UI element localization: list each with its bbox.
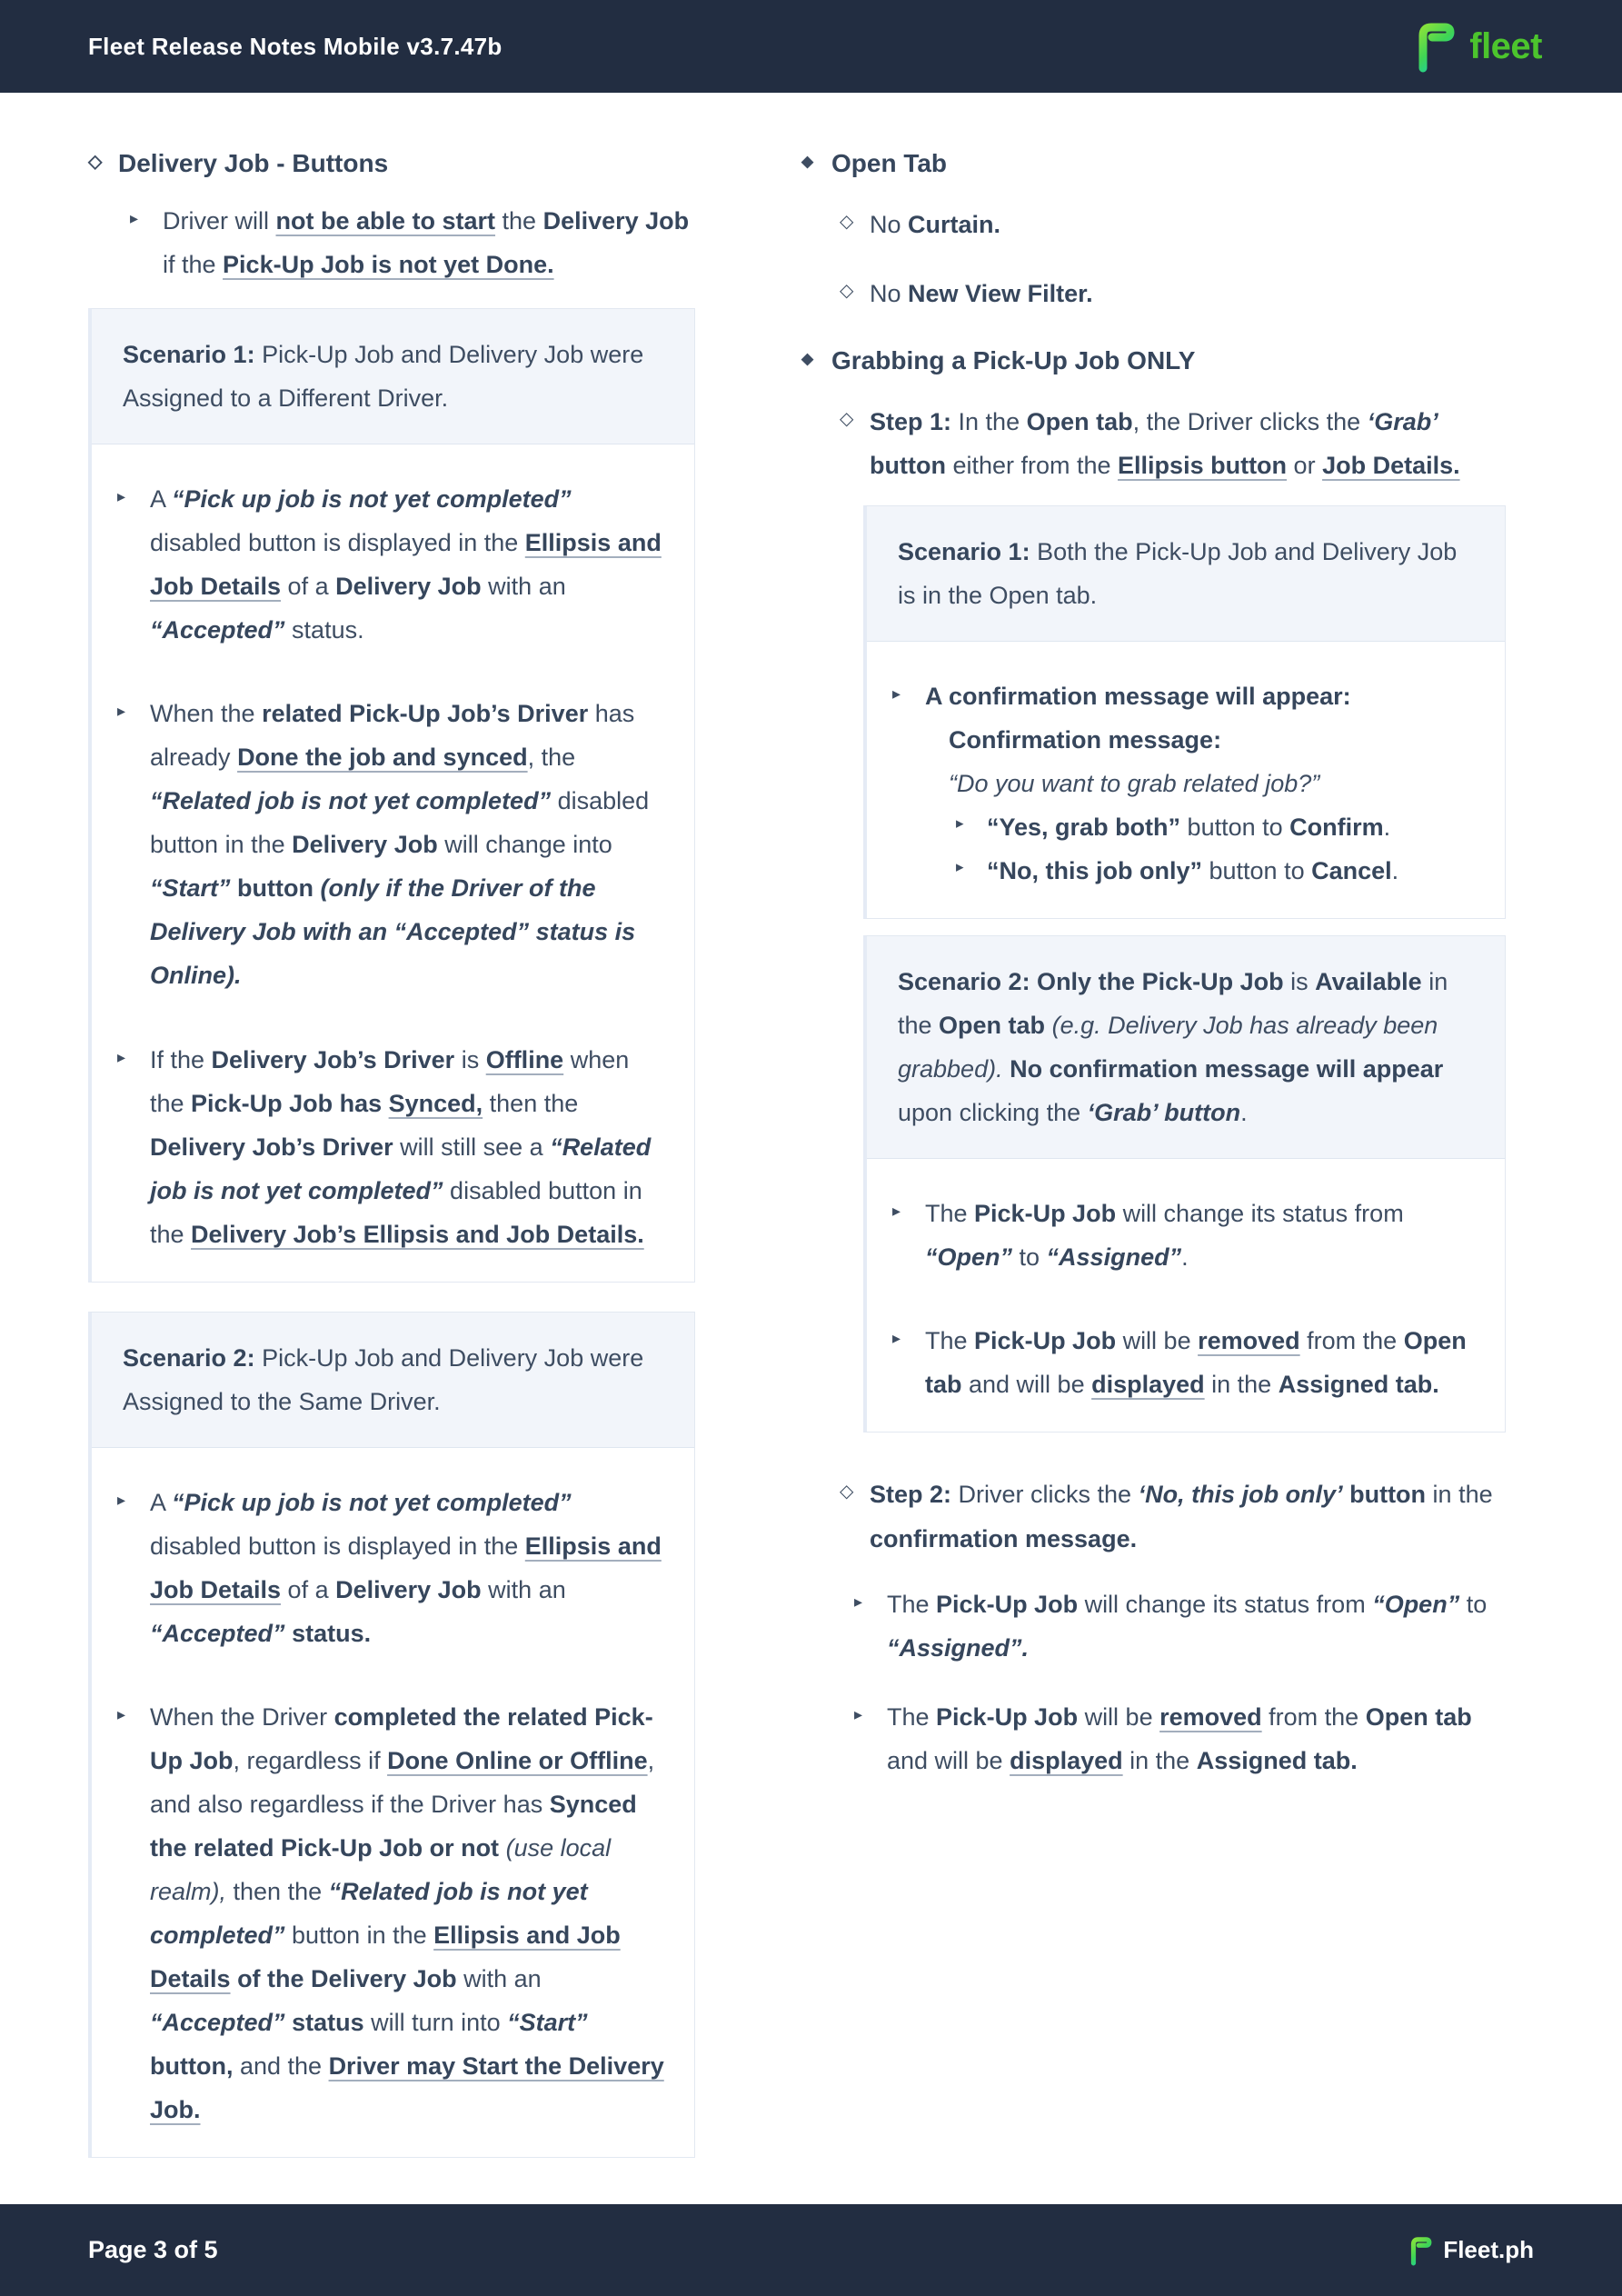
list-item-text: Step 2: Driver clicks the ‘No, this job only’ button in the confirmation message. [870,1481,1493,1552]
left-column [88,144,695,2204]
triangle-bullet-icon: ▸ [854,1704,863,1723]
list-item [854,1582,1506,1670]
list-item-text: A “Pick up job is not yet completed” disabled button is displayed in the Ellipsis and Job Details of a Delivery Job with an “Accepted” status. [150,1488,662,1647]
step-2-item [840,1472,1506,1560]
confirmation-block [925,674,1478,893]
section-heading-grabbing-pickup [801,341,1506,382]
list-item-text: The Pick-Up Job will change its status from “Open” to “Assigned”. [887,1590,1488,1662]
list-item [117,692,667,997]
list-item [892,1192,1478,1279]
triangle-bullet-icon: ▸ [117,702,126,721]
list-item [840,203,1506,246]
footer-logo-text: Fleet.ph [1443,2236,1534,2263]
list-item-text: The Pick-Up Job will be removed from the Open tab and will be displayed in the Assigned tab. [925,1327,1467,1399]
triangle-bullet-icon: ▸ [892,1329,901,1348]
confirmation-label: Confirmation message: [949,725,1222,754]
callout-header [92,1313,694,1448]
section-heading-open-tab [801,144,1506,185]
list-item-text: The Pick-Up Job will be removed from the Open tab and will be displayed in the Assigned tab. [887,1702,1472,1774]
callout-body [92,444,694,1282]
scenario-1-callout [88,308,695,1283]
list-item-text: Step 1: In the Open tab, the Driver clicks the ‘Grab’ button either from the Ellipsis button or Job Details. [870,407,1460,479]
triangle-bullet-icon: ▸ [117,1047,126,1066]
triangle-bullet-icon: ▸ [117,1490,126,1509]
triangle-bullet-icon: ▸ [956,858,964,876]
triangle-bullet-icon: ▸ [892,684,901,703]
list-item-text: If the Delivery Job’s Driver is Offline when the Pick-Up Job has Synced, then the Delivery Job’s Driver will still see a “Related job is not yet completed” disabled button in the Delivery Job’s Ellipsis and Job Details. [150,1045,652,1248]
triangle-bullet-icon: ▸ [117,1705,126,1724]
list-item [854,1695,1506,1782]
list-item-text: Driver will not be able to start the Delivery Job if the Pick-Up Job is not yet Done. [163,206,690,278]
list-item-text: The Pick-Up Job will change its status from “Open” to “Assigned”. [925,1200,1404,1272]
scenario-title: Scenario 1: Both the Pick-Up Job and Delivery Job is in the Open tab. [898,537,1458,609]
section-heading-delivery-job-buttons [88,144,695,185]
page-number: Page 3 of 5 [88,2236,218,2263]
list-item [956,849,1478,893]
scenario-title: Scenario 2: Pick-Up Job and Delivery Job were Assigned to the Same Driver. [123,1343,644,1415]
fleet-logo-icon [1407,2234,1434,2267]
triangle-bullet-icon: ▸ [130,208,139,227]
triangle-bullet-icon: ▸ [892,1202,901,1221]
fleet-logo-icon [1411,18,1458,75]
section-heading-text: Open Tab [831,149,948,177]
list-item [892,1319,1478,1406]
list-item [117,1695,667,2131]
list-item [117,1038,667,1256]
open-diamond-bullet-icon: ◇ [840,1482,854,1502]
callout-body [867,642,1505,918]
list-item [840,272,1506,315]
content [0,93,1622,2204]
scenario-2-callout [88,1312,695,2159]
step-1-item [840,400,1506,487]
open-diamond-bullet-icon: ◇ [840,408,854,429]
callout-header [92,309,694,444]
confirmation-intro: A confirmation message will appear: [925,682,1351,710]
list-item-text: A “Pick up job is not yet completed” disabled button is displayed in the Ellipsis and Job Details of a Delivery Job with an “Accepted” status. [150,484,662,644]
list-item-text: When the Driver completed the related Pick-Up Job, regardless if Done Online or Offline, and also regardless if the Driver has Synced the related Pick-Up Job or not (use local realm), then the “Related job is not yet completed” button in the Ellipsis and Job Details of the Delivery Job with an “Accepted” status will turn into “Start” button, and the Driver may Start the Delivery Job. [150,1703,664,2124]
section-heading-text: Delivery Job - Buttons [118,149,389,177]
scenario-title: Scenario 2: Only the Pick-Up Job is Available in the Open tab (e.g. Delivery Job has already been grabbed). No confirmation message will appear upon clicking the ‘Grab’ button. [898,968,1448,1127]
page-title: Fleet Release Notes Mobile v3.7.47b [88,32,503,60]
callout-body [92,1448,694,2158]
triangle-bullet-icon: ▸ [117,486,126,505]
footer-logo [1407,2234,1534,2267]
list-item [117,477,667,652]
right-column [801,144,1506,2204]
list-item-text: When the related Pick-Up Job’s Driver has already Done the job and synced, the “Related job is not yet completed” disabled button in the Delivery Job will change into “Start” button (only if the Driver of the Delivery Job with an “Accepted” status is Online). [150,700,650,990]
fleet-logo [1411,18,1542,75]
footer-bar [0,2204,1622,2296]
header-bar [0,0,1622,93]
filled-diamond-bullet-icon: ◆ [801,349,814,367]
scenario-title: Scenario 1: Pick-Up Job and Delivery Job were Assigned to a Different Driver. [123,340,644,412]
confirmation-details [949,718,1478,893]
list-item [130,199,695,286]
triangle-bullet-icon: ▸ [956,814,964,833]
list-item [892,674,1478,893]
confirmation-quote: “Do you want to grab related job?” [949,769,1320,797]
scenario-1-callout [863,505,1506,919]
list-item-text: “Yes, grab both” button to Confirm. [987,814,1391,842]
open-diamond-bullet-icon: ◇ [840,280,854,301]
list-item-text: No New View Filter. [870,279,1093,307]
callout-header [867,506,1505,642]
list-item [117,1481,667,1655]
list-item [956,805,1478,849]
open-diamond-bullet-icon: ◇ [840,211,854,232]
section-heading-text: Grabbing a Pick-Up Job ONLY [831,345,1196,374]
open-diamond-bullet-icon: ◇ [88,152,103,172]
list-item-text: No Curtain. [870,210,1001,238]
callout-header [867,936,1505,1159]
scenario-2-callout [863,935,1506,1433]
filled-diamond-bullet-icon: ◆ [801,153,814,170]
callout-body [867,1159,1505,1432]
list-item-text: “No, this job only” button to Cancel. [987,857,1399,885]
fleet-logo-text: fleet [1469,25,1542,66]
triangle-bullet-icon: ▸ [854,1592,863,1611]
